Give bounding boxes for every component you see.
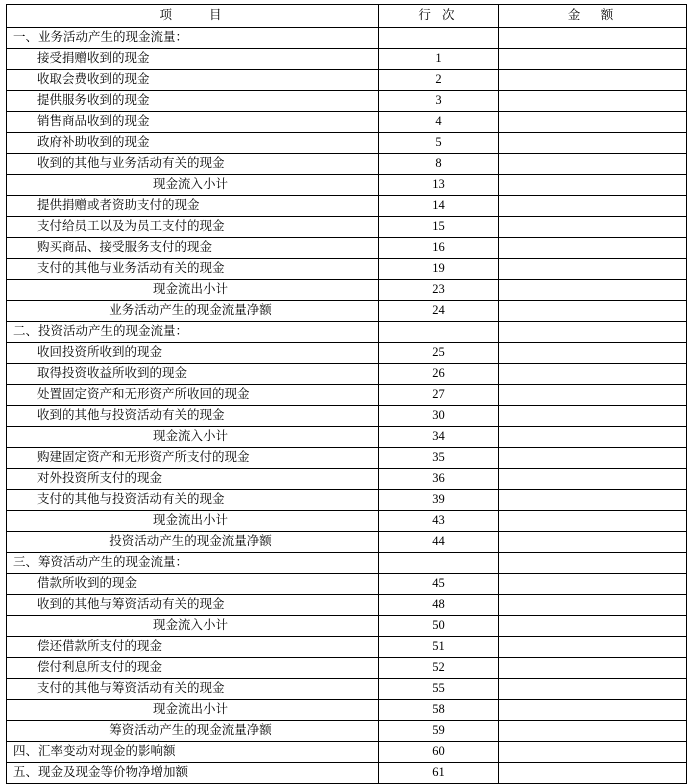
row-amount-cell[interactable] <box>499 238 687 259</box>
row-item-label: 二、投资活动产生的现金流量： <box>7 322 379 343</box>
row-item-label: 四、汇率变动对现金的影响额 <box>7 742 379 763</box>
table-row <box>7 469 687 490</box>
table-row <box>7 343 687 364</box>
row-item-label: 提供服务收到的现金 <box>7 91 379 112</box>
table-row <box>7 448 687 469</box>
column-header-item: 项 目 <box>7 5 379 28</box>
row-item-label: 现金流出小计 <box>7 700 379 721</box>
row-item-label: 偿还借款所支付的现金 <box>7 637 379 658</box>
table-row <box>7 427 687 448</box>
row-item-label: 支付给员工以及为员工支付的现金 <box>7 217 379 238</box>
row-amount-cell[interactable] <box>499 385 687 406</box>
row-line-number: 24 <box>379 301 499 322</box>
row-amount-cell[interactable] <box>499 280 687 301</box>
table-header <box>7 5 687 28</box>
row-item-label: 现金流入小计 <box>7 175 379 196</box>
row-amount-cell[interactable] <box>499 70 687 91</box>
row-amount-cell[interactable] <box>499 763 687 784</box>
row-line-number: 2 <box>379 70 499 91</box>
row-line-number: 4 <box>379 112 499 133</box>
row-item-label: 偿付利息所支付的现金 <box>7 658 379 679</box>
row-amount-cell[interactable] <box>499 469 687 490</box>
table-body <box>7 28 687 784</box>
table-row <box>7 490 687 511</box>
table-row <box>7 91 687 112</box>
table-row <box>7 721 687 742</box>
row-amount-cell[interactable] <box>499 679 687 700</box>
row-item-label: 购建固定资产和无形资产所支付的现金 <box>7 448 379 469</box>
table-row <box>7 322 687 343</box>
row-amount-cell[interactable] <box>499 49 687 70</box>
row-line-number: 60 <box>379 742 499 763</box>
row-line-number: 15 <box>379 217 499 238</box>
row-line-number: 61 <box>379 763 499 784</box>
row-item-label: 现金流入小计 <box>7 427 379 448</box>
row-line-number <box>379 553 499 574</box>
row-amount-cell[interactable] <box>499 616 687 637</box>
table-row <box>7 637 687 658</box>
table-row <box>7 112 687 133</box>
table-row <box>7 679 687 700</box>
row-line-number: 59 <box>379 721 499 742</box>
row-line-number: 55 <box>379 679 499 700</box>
row-line-number <box>379 28 499 49</box>
table-row <box>7 658 687 679</box>
row-amount-cell[interactable] <box>499 175 687 196</box>
row-amount-cell[interactable] <box>499 553 687 574</box>
row-line-number: 51 <box>379 637 499 658</box>
table-row <box>7 595 687 616</box>
table-header-row <box>7 5 687 28</box>
row-line-number: 58 <box>379 700 499 721</box>
row-amount-cell[interactable] <box>499 658 687 679</box>
row-item-label: 收到的其他与投资活动有关的现金 <box>7 406 379 427</box>
row-item-label: 接受捐赠收到的现金 <box>7 49 379 70</box>
table-row <box>7 28 687 49</box>
table-row <box>7 406 687 427</box>
table-row <box>7 196 687 217</box>
row-amount-cell[interactable] <box>499 721 687 742</box>
row-line-number: 27 <box>379 385 499 406</box>
table-row <box>7 154 687 175</box>
row-item-label: 五、现金及现金等价物净增加额 <box>7 763 379 784</box>
table-row <box>7 175 687 196</box>
row-amount-cell[interactable] <box>499 490 687 511</box>
row-amount-cell[interactable] <box>499 217 687 238</box>
table-row <box>7 133 687 154</box>
row-line-number: 5 <box>379 133 499 154</box>
row-line-number: 26 <box>379 364 499 385</box>
row-item-label: 借款所收到的现金 <box>7 574 379 595</box>
table-row <box>7 259 687 280</box>
row-line-number: 39 <box>379 490 499 511</box>
row-line-number: 45 <box>379 574 499 595</box>
row-amount-cell[interactable] <box>499 343 687 364</box>
row-amount-cell[interactable] <box>499 364 687 385</box>
row-item-label: 政府补助收到的现金 <box>7 133 379 154</box>
row-line-number: 35 <box>379 448 499 469</box>
row-line-number: 34 <box>379 427 499 448</box>
row-item-label: 收到的其他与筹资活动有关的现金 <box>7 595 379 616</box>
row-line-number: 19 <box>379 259 499 280</box>
row-line-number: 43 <box>379 511 499 532</box>
row-amount-cell[interactable] <box>499 532 687 553</box>
row-line-number <box>379 322 499 343</box>
table-row <box>7 238 687 259</box>
row-item-label: 销售商品收到的现金 <box>7 112 379 133</box>
row-amount-cell[interactable] <box>499 700 687 721</box>
row-item-label: 业务活动产生的现金流量净额 <box>7 301 379 322</box>
row-line-number: 13 <box>379 175 499 196</box>
table-row <box>7 385 687 406</box>
row-amount-cell[interactable] <box>499 91 687 112</box>
row-amount-cell[interactable] <box>499 448 687 469</box>
row-item-label: 现金流出小计 <box>7 511 379 532</box>
row-item-label: 提供捐赠或者资助支付的现金 <box>7 196 379 217</box>
row-line-number: 30 <box>379 406 499 427</box>
row-item-label: 处置固定资产和无形资产所收回的现金 <box>7 385 379 406</box>
row-amount-cell[interactable] <box>499 322 687 343</box>
row-amount-cell[interactable] <box>499 511 687 532</box>
row-line-number: 50 <box>379 616 499 637</box>
row-line-number: 1 <box>379 49 499 70</box>
row-item-label: 购买商品、接受服务支付的现金 <box>7 238 379 259</box>
row-line-number: 16 <box>379 238 499 259</box>
row-line-number: 8 <box>379 154 499 175</box>
row-amount-cell[interactable] <box>499 196 687 217</box>
row-item-label: 支付的其他与筹资活动有关的现金 <box>7 679 379 700</box>
row-item-label: 对外投资所支付的现金 <box>7 469 379 490</box>
table-row <box>7 553 687 574</box>
row-item-label: 投资活动产生的现金流量净额 <box>7 532 379 553</box>
table-row <box>7 700 687 721</box>
table-row <box>7 280 687 301</box>
row-amount-cell[interactable] <box>499 112 687 133</box>
column-header-line-number: 行 次 <box>379 5 499 28</box>
column-header-amount: 金 额 <box>499 5 687 28</box>
table-row <box>7 616 687 637</box>
row-line-number: 44 <box>379 532 499 553</box>
row-item-label: 收取会费收到的现金 <box>7 70 379 91</box>
row-line-number: 14 <box>379 196 499 217</box>
row-amount-cell[interactable] <box>499 574 687 595</box>
table-row <box>7 763 687 784</box>
row-line-number: 36 <box>379 469 499 490</box>
row-item-label: 现金流出小计 <box>7 280 379 301</box>
row-item-label: 三、筹资活动产生的现金流量： <box>7 553 379 574</box>
row-line-number: 48 <box>379 595 499 616</box>
cash-flow-statement-sheet <box>0 4 693 784</box>
row-amount-cell[interactable] <box>499 133 687 154</box>
cash-flow-table <box>6 4 687 784</box>
table-row <box>7 49 687 70</box>
row-amount-cell[interactable] <box>499 301 687 322</box>
row-line-number: 25 <box>379 343 499 364</box>
row-amount-cell[interactable] <box>499 154 687 175</box>
table-row <box>7 574 687 595</box>
row-amount-cell[interactable] <box>499 28 687 49</box>
row-item-label: 收回投资所收到的现金 <box>7 343 379 364</box>
row-item-label: 一、业务活动产生的现金流量： <box>7 28 379 49</box>
row-amount-cell[interactable] <box>499 427 687 448</box>
table-row <box>7 742 687 763</box>
row-line-number: 3 <box>379 91 499 112</box>
table-row <box>7 217 687 238</box>
row-line-number: 52 <box>379 658 499 679</box>
table-row <box>7 364 687 385</box>
table-row <box>7 70 687 91</box>
row-item-label: 收到的其他与业务活动有关的现金 <box>7 154 379 175</box>
row-amount-cell[interactable] <box>499 406 687 427</box>
table-row <box>7 532 687 553</box>
row-line-number: 23 <box>379 280 499 301</box>
row-item-label: 筹资活动产生的现金流量净额 <box>7 721 379 742</box>
row-amount-cell[interactable] <box>499 637 687 658</box>
row-item-label: 现金流入小计 <box>7 616 379 637</box>
row-item-label: 支付的其他与业务活动有关的现金 <box>7 259 379 280</box>
table-row <box>7 301 687 322</box>
row-item-label: 支付的其他与投资活动有关的现金 <box>7 490 379 511</box>
row-amount-cell[interactable] <box>499 595 687 616</box>
row-amount-cell[interactable] <box>499 259 687 280</box>
table-row <box>7 511 687 532</box>
row-amount-cell[interactable] <box>499 742 687 763</box>
row-item-label: 取得投资收益所收到的现金 <box>7 364 379 385</box>
